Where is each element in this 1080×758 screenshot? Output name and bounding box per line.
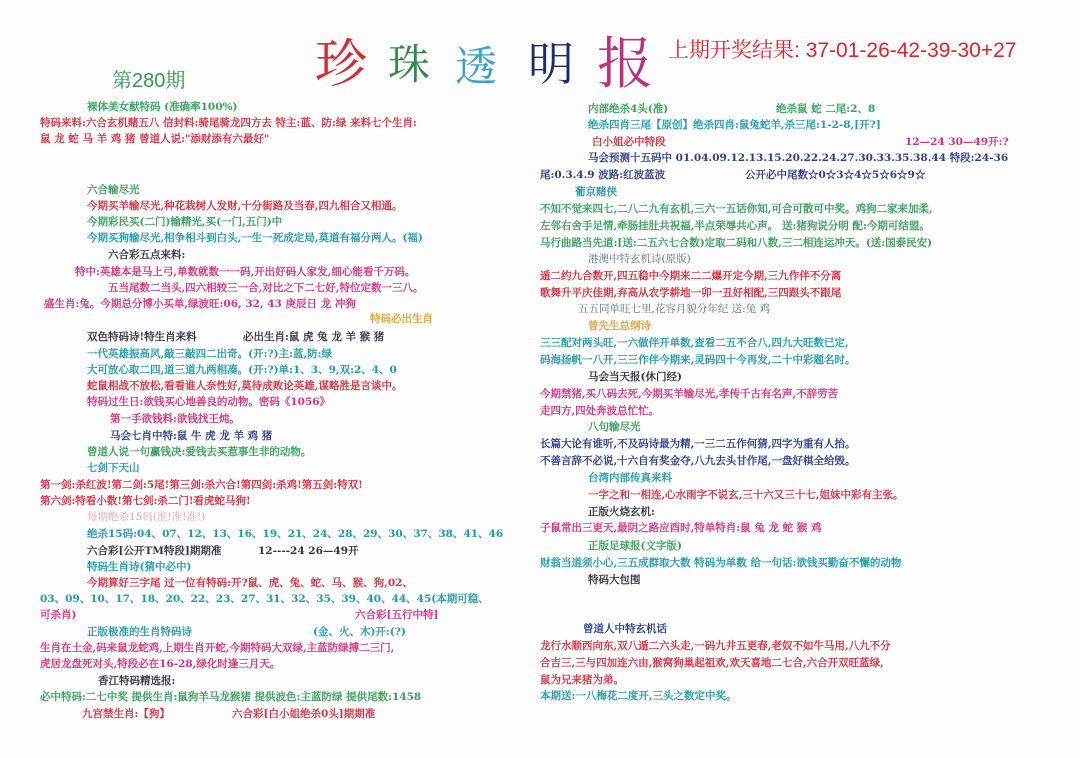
section-heading: 曾先生总纲诗 <box>588 320 651 332</box>
text-line: 九宫禁生肖:【狗】 <box>82 708 170 720</box>
text-line: 12----24 26—49开 <box>258 545 359 557</box>
text-line: 鼠 龙 蛇 马 羊 鸡 猪 曾道人说:"添财添有六最好" <box>40 133 270 145</box>
text-line: 三三配对两头旺,一六做伴开单数,查看二五不合八,四九大旺数已定, <box>540 337 849 349</box>
text-line: 今期算好三字尾 过一位有特码:开?鼠、虎、兔、蛇、马、猴、狗,02、 <box>87 577 413 589</box>
text-line: 公开必中尾数☆0☆3☆4☆5☆6☆9☆ <box>745 169 926 181</box>
section-heading: 六合输尽光 <box>87 184 140 196</box>
section-heading: 裸体美女献特码 (准确率100%) <box>87 101 238 113</box>
issue-number: 第280期 <box>112 70 186 92</box>
section-heading: 双色特码诗!特生肖来料 <box>87 331 197 343</box>
text-line: 长篇大论有谁听,不及码诗最为精,一三二五作何猜,四字为重有人抬。 <box>540 438 856 450</box>
text-line: 马会七肖中特:鼠 牛 虎 龙 羊 鸡 猪 <box>110 430 273 442</box>
text-line: 走四方,四处奔波总忙忙。 <box>540 405 660 417</box>
title-char-5: 报 <box>597 32 653 97</box>
section-heading: 正版足球报(文字版) <box>588 540 682 552</box>
text-line: 财翁当道须小心,三五成群取大数 特码为单数 给一句话:欲钱买勤奋不懈的动物 <box>540 557 902 569</box>
section-heading: 正版极准的生肖特码诗 <box>87 626 192 638</box>
text-line: 第一手欲钱料:欲钱找王炖。 <box>110 413 240 425</box>
section-heading: 港澳中特玄机诗(原版) <box>588 253 691 265</box>
text-line: 本期送:一八梅花二度开,三头之数定中奖。 <box>540 690 737 702</box>
section-heading: 葡京赌侠 <box>575 186 617 198</box>
section-heading: 内部绝杀4头(准) <box>588 103 669 115</box>
text-line: 第六剑:特看小数!第七剑:杀二门!看虎蛇马狗! <box>40 495 251 507</box>
text-line: 曾道人说一句赢钱决:爱钱去买惹事生非的动物。 <box>87 446 312 458</box>
text-line: (金、火、木)开:(?) <box>313 626 406 638</box>
title-char-4: 明 <box>528 37 574 91</box>
text-line: 遁二约九合数开,四五稳中今期来二二爆开定今期,三九作伴不分离 <box>540 270 842 282</box>
text-line: 特码过生日:欲钱买心地善良的动物。密码《1056》 <box>87 396 331 408</box>
text-line: 绝杀15码:04、07、12、13、16、19、21、24、28、29、30、37、38、41、46 <box>87 528 504 540</box>
text-line: 马行曲路当先道:[送:二五六七合数)定取二码和八数,三二相连运冲天。(送:国泰民安) <box>540 237 933 249</box>
text-line: 特中:英雄本是马上弓,单数就数一一码,开出好码人家发,细心能看千万码。 <box>75 266 416 278</box>
section-heading: 特码大包围 <box>588 574 641 586</box>
text-line: 盛生肖:兔。今期总分博小买单,绿波旺:06, 32, 43 庚辰日 龙 冲狗 <box>44 298 356 310</box>
section-heading: 白小姐必中特段 <box>592 136 666 148</box>
text-line: 五当尾数二当头,四六相较三一合,对比之下二七好,特位定数一三八。 <box>108 282 424 294</box>
text-line: 不知不觉来四七,二八二九有玄机,三六一五话你知,可合可散可中奖。鸡狗二家来加柔, <box>540 203 933 215</box>
text-line: 大可放心取二四,道三道九两相凑。(开:?)单:1、3、9,双:2、4、0 <box>87 364 397 376</box>
section-heading: 六合彩[五行中特] <box>355 609 439 621</box>
section-heading: 特码生肖诗(猜中必中) <box>87 561 192 573</box>
text-line: 左邻右舍手足情,牵肠挂肚共祝福,半点荣辱共心声。 送:猪狗说分明 配:今期可结盟。 <box>540 220 930 232</box>
title-char-2: 珠 <box>388 40 431 89</box>
text-line: 绝杀四肖三尾【原创】绝杀四肖:鼠兔蛇羊,杀三尾:1-2-8,[开?] <box>588 119 881 131</box>
text-line: 一字之和一相连,心水雨字不说玄,三十六又三十七,姐妹中彩有主张。 <box>588 489 904 501</box>
text-line: 今期买狗输尽光,相争相斗到白头,一生一死成定局,莫道有福分两人。(福) <box>87 232 423 244</box>
section-heading: 特码必出生肖 <box>370 313 433 325</box>
text-line: 今期买羊输尽光,种花栽树人发财,十分街路及当春,四九相合又相通。 <box>87 200 403 212</box>
text-line: 子鼠常出三更天,最阴之路应酉时,特单特肖:鼠 兔 龙 蛇 猴 鸡 <box>540 522 822 534</box>
text-line: 特码来料:六合玄机赌五八 信封料:骑尾骑龙四方去 特主:蓝、防:绿 来料七个生肖: <box>40 117 417 129</box>
section-heading: 香江特码精选报: <box>98 675 176 687</box>
text-line: 03、09、10、17、18、20、22、23、27、31、32、35、39、40、44、45(本期可稳、 <box>40 593 489 605</box>
text-line: 尾:0.3.4.9 波路:红波蓝波 <box>540 169 666 181</box>
text-line: 每期绝杀15码(准!准!准!) <box>87 511 206 523</box>
text-line: 龙行水顺西向东,双八遁二六头走,一码九井五更春,老奴不如牛马用,八九不分 <box>540 640 891 652</box>
text-line: 码海扬帆一八开,三三作伴今期来,灵码四十今再发,二十中彩题名时。 <box>540 354 856 366</box>
text-line: 可杀肖) <box>40 609 77 621</box>
section-heading: 八句输尽光 <box>588 421 641 433</box>
text-line: 虎居龙盘死对头,特段必在16-28,绿化时逢三月天。 <box>40 658 281 670</box>
text-line: 马会预测十五码中 01.04.09.12.13.15.20.22.24.27.30.33.35.38.44 特段:24-36 <box>588 152 1009 164</box>
text-line: 必中特码:二七中奖 提供生肖:鼠狗羊马龙猴猪 提供波色:主蓝防绿 提供尾数:1458 <box>40 691 422 703</box>
section-heading: 曾道人中特玄机话 <box>583 623 667 635</box>
section-heading: 七剑下天山 <box>87 462 140 474</box>
title-char-3: 透 <box>455 42 498 91</box>
title-char-1: 珍 <box>315 35 368 95</box>
text-line: 歌舞升平庆佳期,弃高从农学耕地一卯一丑好相配,三四跟头不跟尾 <box>540 287 842 299</box>
text-line: 绝杀鼠 蛇 二尾:2、8 <box>776 103 876 115</box>
text-line: 一代英雄振高风,敲三敲四二出奇。(开:?)主:蓝,防:绿 <box>87 348 333 360</box>
text-line: 12—24 30—49开:? <box>905 136 1009 148</box>
last-draw-numbers: 37-01-26-42-39-30+27 <box>805 39 1017 62</box>
section-heading: 台湾内部传真来料 <box>588 472 672 484</box>
text-line: 蛇鼠相战不放松,看看谁人奈性好,莫待成败论英雄,谋略胜是言谈中。 <box>87 380 403 392</box>
text-line: 今期禁猪,买八码去死,今期买羊输尽光,孝传千古有名声,不辞劳苦 <box>540 388 839 400</box>
last-draw-result <box>668 34 1016 64</box>
section-heading: 马会当天报(休门经) <box>588 371 682 383</box>
section-heading: 六合彩五点来料: <box>108 249 186 261</box>
section-heading: 正版火烧玄机: <box>588 506 655 518</box>
text-line: 生肖在土金,码来鼠龙蛇鸡,上期生肖开蛇,今期特码大双绿,主蓝防绿搏二三门, <box>40 642 395 654</box>
text-line: 必出生肖:鼠 虎 兔 龙 羊 猴 猪 <box>243 331 385 343</box>
text-line: 五五同单旺七里,花容月貌分年纪 送:兔 鸡 <box>578 303 771 315</box>
text-line: 合吉三,三与四加连六由,猴窝狗巢起祖欢,欢天喜地二七合,六合开双旺蓝绿, <box>540 657 884 669</box>
last-draw-label: 上期开奖结果: <box>668 39 800 62</box>
section-heading: 六合彩[公开TM特段]期期准 <box>87 545 222 557</box>
text-line: 鼠为兄来猪为弟。 <box>540 674 624 686</box>
text-line: 今期彩民买(二门)输精光,买(一门,五门)中 <box>87 216 283 228</box>
text-line: 不善言辞不必说,十六自有奖金夺,八九去头甘作尾,一盘好棋全给毁。 <box>540 455 856 467</box>
section-heading: 六合彩[白小姐绝杀0头]期期准 <box>232 708 376 720</box>
text-line: 第一剑:杀红波!第二剑:5尾!第三剑:杀六合!第四剑:杀鸡!第五剑:特双! <box>40 479 363 491</box>
